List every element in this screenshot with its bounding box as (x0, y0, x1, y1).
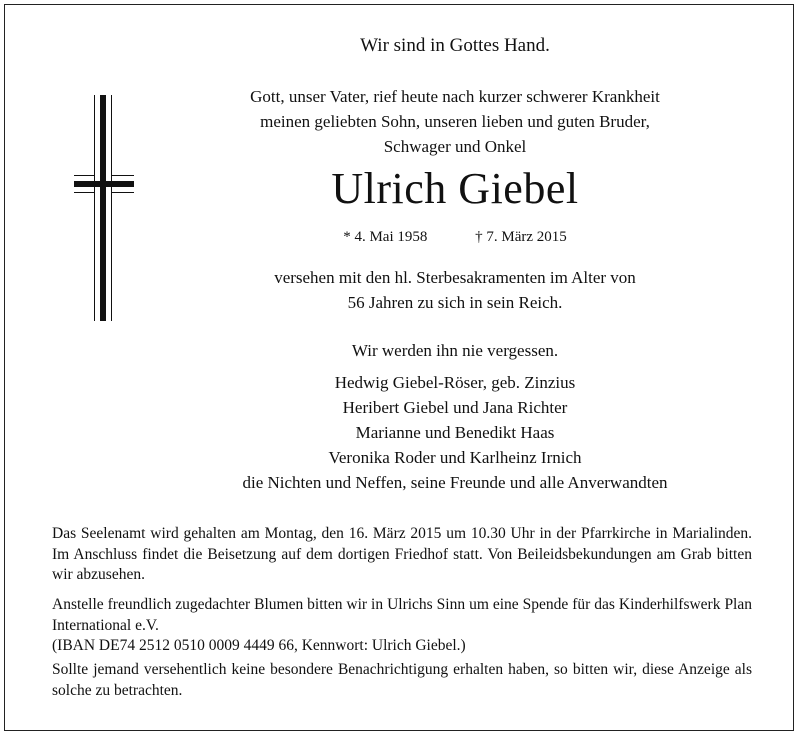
remembrance-line: Wir werden ihn nie vergessen. (351, 341, 559, 360)
mourner: Marianne und Benedikt Haas (355, 423, 555, 442)
donation-paragraph: Anstelle freundlich zugedachter Blumen bitten wir in Ulrichs Sinn um eine Spende für das Kinderhilfswerk Plan International e.V. (52, 596, 752, 634)
intro-line: meinen geliebten Sohn, unseren lieben und guten Bruder, (260, 112, 650, 131)
deceased-name: Ulrich Giebel (331, 164, 579, 213)
mourners-list (170, 370, 740, 495)
cross-icon (74, 95, 134, 321)
mourner: Hedwig Giebel-Röser, geb. Zinzius (334, 373, 576, 392)
death-date: † 7. März 2015 (475, 229, 567, 245)
intro-line: Gott, unser Vater, rief heute nach kurzer schwerer Krankheit (250, 87, 660, 106)
heading: Wir sind in Gottes Hand. (360, 35, 550, 56)
mourner: Veronika Roder und Karlheinz Irnich (328, 448, 582, 467)
life-dates (170, 227, 740, 247)
mourner: Heribert Giebel und Jana Richter (342, 398, 568, 417)
intro-text (170, 84, 740, 159)
service-paragraph: Das Seelenamt wird gehalten am Montag, den 16. März 2015 um 10.30 Uhr in der Pfarrkirche in Marialinden. Im Anschluss findet die Beisetzung auf dem dortigen Friedhof statt. Von Beileidsbekundungen am Grab bitten wir abzusehen. (52, 525, 752, 583)
notification-paragraph: Sollte jemand versehentlich keine besondere Benachrichtigung erhalten haben, so bitten wir, diese Anzeige als solche zu betrachten. (52, 661, 752, 699)
birth-date: * 4. Mai 1958 (343, 229, 428, 245)
sacrament-text (170, 265, 740, 315)
mourner: die Nichten und Neffen, seine Freunde und alle Anverwandten (242, 473, 668, 492)
sacrament-line: versehen mit den hl. Sterbesakramenten im Alter von (274, 268, 636, 287)
sacrament-line: 56 Jahren zu sich in sein Reich. (347, 293, 563, 312)
iban-line: (IBAN DE74 2512 0510 0009 4449 66, Kennwort: Ulrich Giebel.) (52, 637, 466, 654)
intro-line: Schwager und Onkel (383, 137, 527, 156)
